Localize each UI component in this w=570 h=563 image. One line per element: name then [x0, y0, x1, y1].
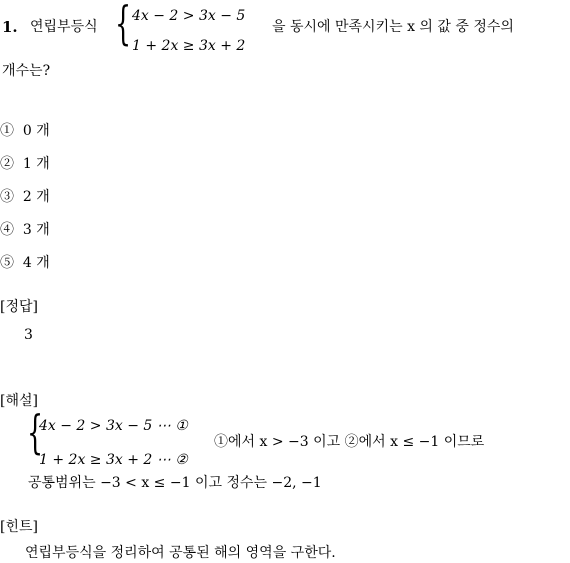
option-text: 3 개 [22, 222, 50, 238]
option-text: 4 개 [22, 255, 50, 271]
option-marker: ② [0, 156, 14, 172]
option-marker: ⑤ [0, 255, 14, 271]
option-3[interactable] [0, 190, 50, 204]
explanation-side: ①에서 x > −3 이고 ②에서 x ≤ −1 이므로 [214, 434, 485, 450]
question-suffix: 을 동시에 만족시키는 x 의 값 중 정수의 [272, 19, 514, 35]
explanation-brace: { [27, 405, 44, 459]
system-line-2: 1 + 2x ≥ 3x + 2 [132, 38, 246, 54]
hint-label: [힌트] [0, 519, 38, 535]
option-1[interactable] [0, 124, 50, 138]
answer-value: 3 [24, 327, 33, 343]
option-4[interactable] [0, 223, 50, 237]
question-prefix: 연립부등식 [30, 19, 98, 35]
system-brace: { [115, 0, 132, 50]
explanation-line-1: 4x − 2 > 3x − 5 ⋯ ① [39, 418, 188, 434]
option-5[interactable] [0, 256, 50, 270]
hint-text: 연립부등식을 정리하여 공통된 해의 영역을 구한다. [25, 545, 336, 561]
option-marker: ③ [0, 189, 14, 205]
option-text: 2 개 [22, 189, 50, 205]
option-text: 0 개 [22, 123, 50, 139]
explanation-line-2: 1 + 2x ≥ 3x + 2 ⋯ ② [39, 452, 188, 468]
system-line-1: 4x − 2 > 3x − 5 [132, 8, 246, 24]
option-marker: ④ [0, 222, 14, 238]
explanation-label: [해설] [0, 393, 38, 409]
question-line-2: 개수는? [2, 63, 51, 79]
option-text: 1 개 [22, 156, 50, 172]
option-2[interactable] [0, 157, 50, 171]
option-marker: ① [0, 123, 14, 139]
answer-label: [정답] [0, 299, 38, 315]
question-number: 1. [2, 18, 18, 36]
explanation-conclusion: 공통범위는 −3 < x ≤ −1 이고 정수는 −2, −1 [28, 475, 322, 491]
